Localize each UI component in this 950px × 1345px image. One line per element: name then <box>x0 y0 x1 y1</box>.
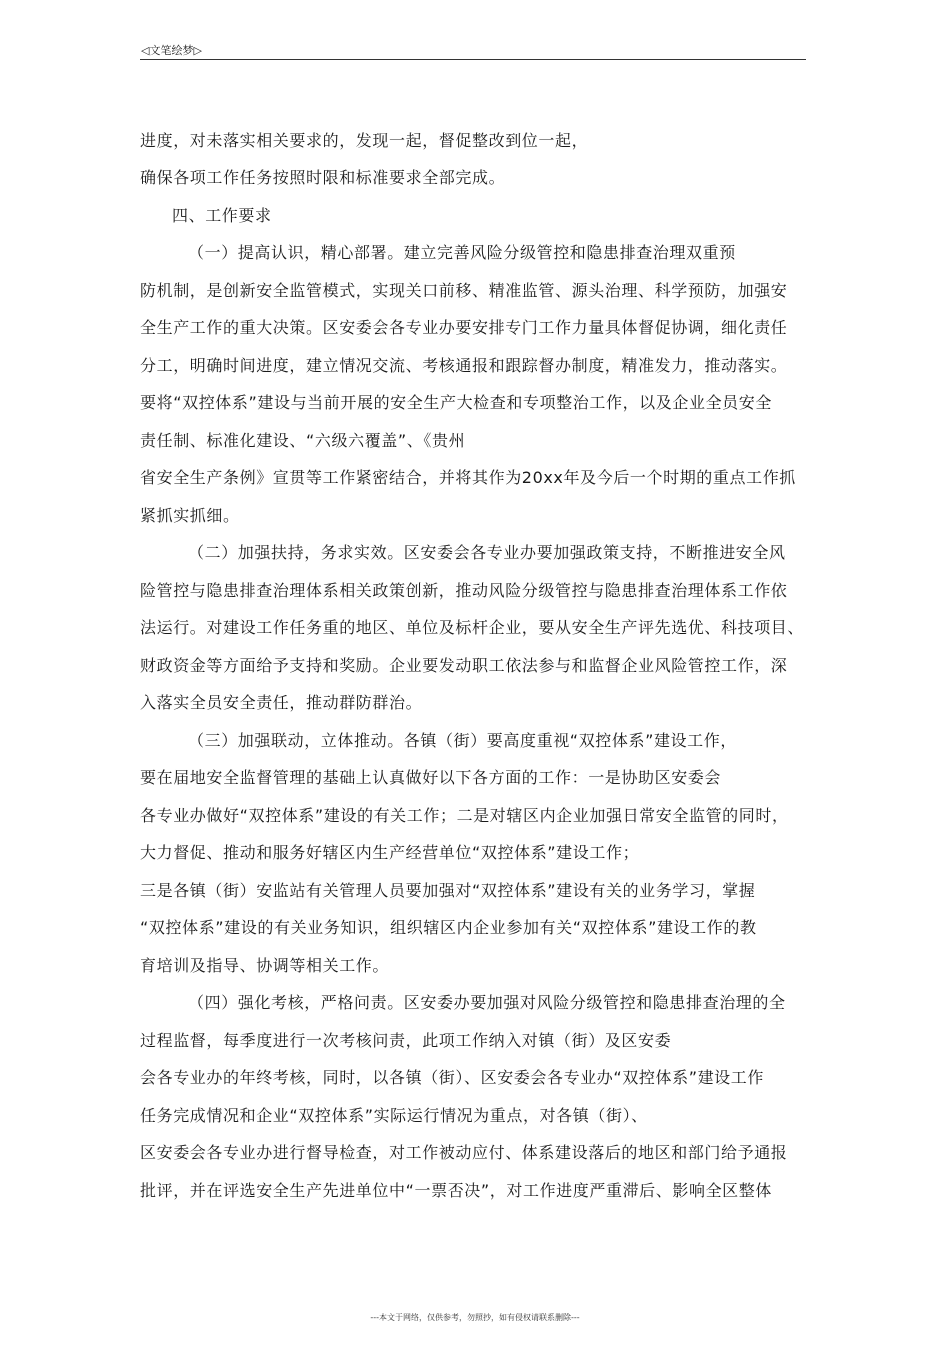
paragraph-line: 三是各镇（街）安监站有关管理人员要加强对“双控体系”建设有关的业务学习，掌握 <box>140 881 756 900</box>
paragraph-line: 大力督促、推动和服务好辖区内生产经营单位“双控体系”建设工作； <box>140 843 640 862</box>
paragraph-line: 各专业办做好“双控体系”建设的有关工作；二是对辖区内企业加强日常安全监管的同时， <box>140 806 789 825</box>
paragraph-line: （四）强化考核，严格问责。区安委办要加强对风险分级管控和隐患排查治理的全 <box>188 993 786 1012</box>
paragraph-line: “双控体系”建设的有关业务知识，组织辖区内企业参加有关“双控体系”建设工作的教 <box>140 918 757 937</box>
paragraph-line: 分工，明确时间进度，建立情况交流、考核通报和跟踪督办制度，精准发力，推动落实。 <box>140 356 788 375</box>
paragraph-line: 防机制，是创新安全监管模式，实现关口前移、精准监管、源头治理、科学预防，加强安 <box>140 281 788 300</box>
paragraph-line: 入落实全员安全责任，推动群防群治。 <box>140 693 423 712</box>
paragraph-line: 确保各项工作任务按照时限和标准要求全部完成。 <box>140 168 506 187</box>
paragraph-line: （三）加强联动，立体推动。各镇（街）要高度重视“双控体系”建设工作， <box>188 731 737 750</box>
paragraph-line: 批评，并在评选安全生产先进单位中“一票否决”，对工作进度严重滞后、影响全区整体 <box>140 1181 772 1200</box>
paragraph-line: （二）加强扶持，务求实效。区安委会各专业办要加强政策支持，不断推进安全风 <box>188 543 786 562</box>
header-rule <box>140 59 806 60</box>
paragraph-line: 过程监督，每季度进行一次考核问责，此项工作纳入对镇（街）及区安委 <box>140 1031 672 1050</box>
page-footer: ---本文于网络，仅供参考，勿照抄，如有侵权请联系删除--- <box>370 1313 580 1322</box>
paragraph-line: 紧抓实抓细。 <box>140 506 240 525</box>
paragraph-line: 省安全生产条例》宣贯等工作紧密结合，并将其作为20xx年及今后一个时期的重点工作抓 <box>140 468 796 487</box>
paragraph-line: 任务完成情况和企业“双控体系”实际运行情况为重点，对各镇（街）、 <box>140 1106 648 1125</box>
section-heading: 四、工作要求 <box>172 206 272 225</box>
paragraph-line: 责任制、标准化建设、“六级六覆盖”、《贵州 <box>140 431 466 450</box>
paragraph-line: （一）提高认识，精心部署。建立完善风险分级管控和隐患排查治理双重预 <box>188 243 736 262</box>
paragraph-line: 区安委会各专业办进行督导检查，对工作被动应付、体系建设落后的地区和部门给予通报 <box>140 1143 788 1162</box>
paragraph-line: 财政资金等方面给予支持和奖励。企业要发动职工依法参与和监督企业风险管控工作，深 <box>140 656 788 675</box>
paragraph-line: 法运行。对建设工作任务重的地区、单位及标杆企业，要从安全生产评先选优、科技项目、 <box>140 618 805 637</box>
paragraph-line: 要在届地安全监督管理的基础上认真做好以下各方面的工作：一是协助区安委会 <box>140 768 722 787</box>
paragraph-line: 险管控与隐患排查治理体系相关政策创新，推动风险分级管控与隐患排查治理体系工作依 <box>140 581 788 600</box>
paragraph-line: 会各专业办的年终考核，同时，以各镇（街）、区安委会各专业办“双控体系”建设工作 <box>140 1068 764 1087</box>
paragraph-line: 要将“双控体系”建设与当前开展的安全生产大检查和专项整治工作，以及企业全员安全 <box>140 393 772 412</box>
page-header-label: ◁文笔绘梦▷ <box>141 44 202 57</box>
paragraph-line: 进度，对未落实相关要求的，发现一起，督促整改到位一起， <box>140 131 589 150</box>
paragraph-line: 育培训及指导、协调等相关工作。 <box>140 956 390 975</box>
paragraph-line: 全生产工作的重大决策。区安委会各专业办要安排专门工作力量具体督促协调，细化责任 <box>140 318 788 337</box>
